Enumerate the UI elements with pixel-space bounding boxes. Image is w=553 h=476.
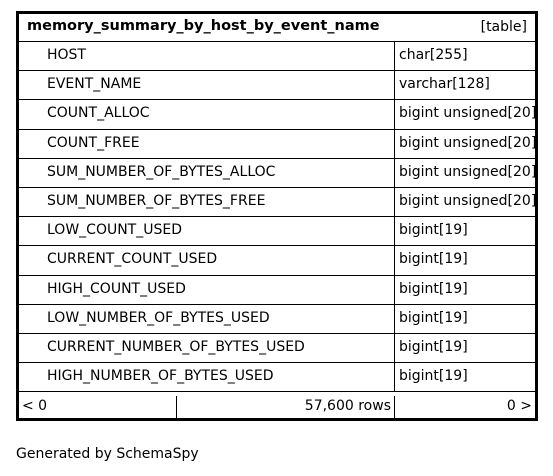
- parents-cell[interactable]: [19, 396, 177, 418]
- column-row: [19, 217, 535, 246]
- column-name: SUM_NUMBER_OF_BYTES_ALLOC: [47, 163, 276, 180]
- generated-by-label: Generated by SchemaSpy: [16, 446, 199, 462]
- table-header: [19, 14, 535, 42]
- column-name: CURRENT_NUMBER_OF_BYTES_USED: [47, 338, 305, 355]
- column-type: bigint[19]: [399, 338, 468, 355]
- table-kind: [table]: [480, 19, 527, 35]
- column-type: bigint[19]: [399, 280, 468, 297]
- column-row: [19, 334, 535, 363]
- column-type: bigint unsigned[20]: [399, 163, 537, 180]
- column-row: [19, 276, 535, 305]
- row-count: 57,600 rows: [304, 398, 391, 414]
- column-name: LOW_COUNT_USED: [47, 222, 182, 239]
- column-name: EVENT_NAME: [47, 76, 142, 93]
- column-row: [19, 188, 535, 217]
- column-type: bigint unsigned[20]: [399, 192, 537, 209]
- column-type: bigint[19]: [399, 368, 468, 385]
- column-name: SUM_NUMBER_OF_BYTES_FREE: [47, 192, 266, 209]
- column-name: CURRENT_COUNT_USED: [47, 251, 218, 268]
- column-name: HIGH_NUMBER_OF_BYTES_USED: [47, 368, 274, 385]
- column-type: varchar[128]: [399, 76, 490, 93]
- column-row: [19, 159, 535, 188]
- children-count: 0 >: [506, 398, 532, 414]
- parents-count: < 0: [22, 398, 48, 414]
- column-type: char[255]: [399, 47, 468, 63]
- rows-cell: [177, 396, 395, 418]
- column-row: [19, 100, 535, 129]
- column-row: [19, 130, 535, 159]
- column-name: COUNT_FREE: [47, 134, 140, 151]
- column-type: bigint[19]: [399, 251, 468, 268]
- column-name: HIGH_COUNT_USED: [47, 280, 186, 297]
- column-row: [19, 42, 535, 71]
- column-type: bigint[19]: [399, 309, 468, 326]
- children-cell[interactable]: [395, 396, 535, 418]
- column-name: HOST: [47, 47, 86, 63]
- table-footer: [19, 396, 535, 418]
- column-row: [19, 71, 535, 100]
- table-name[interactable]: memory_summary_by_host_by_event_name: [27, 18, 380, 34]
- column-row: [19, 363, 535, 392]
- column-row: [19, 305, 535, 334]
- column-type: bigint unsigned[20]: [399, 134, 537, 151]
- column-name: LOW_NUMBER_OF_BYTES_USED: [47, 309, 270, 326]
- table-node[interactable]: [16, 11, 538, 421]
- column-list: [19, 42, 535, 392]
- column-row: [19, 246, 535, 275]
- column-type: bigint[19]: [399, 222, 468, 239]
- column-type: bigint unsigned[20]: [399, 105, 537, 122]
- column-name: COUNT_ALLOC: [47, 105, 150, 122]
